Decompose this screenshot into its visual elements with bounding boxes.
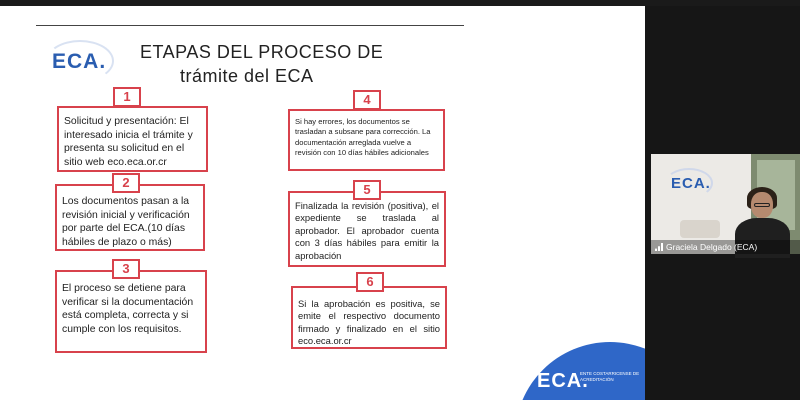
eca-logo: ECA. bbox=[52, 50, 107, 73]
step-box-5 bbox=[288, 191, 446, 267]
step-number-4: 4 bbox=[353, 90, 381, 110]
step-number-2: 2 bbox=[112, 173, 140, 193]
step-box-6 bbox=[291, 286, 447, 349]
participant-name: Graciela Delgado (ECA) bbox=[666, 242, 758, 252]
slide-title-line1: ETAPAS DEL PROCESO DE bbox=[140, 42, 384, 62]
step-number-5: 5 bbox=[353, 180, 381, 200]
step-number-6: 6 bbox=[356, 272, 384, 292]
step-box-1 bbox=[57, 106, 208, 172]
step-box-4 bbox=[288, 109, 445, 171]
shared-slide bbox=[0, 6, 645, 400]
signal-bars-icon bbox=[655, 243, 663, 251]
slide-title-line2: trámite del ECA bbox=[180, 66, 314, 86]
step-text-5: Finalizada la revisión (positiva), el expediente se traslada al aprobador. El aprobador cuenta con 3 días hábiles para emitir la aprobación bbox=[295, 200, 439, 261]
step-text-3: El proceso se detiene para verificar si la documentación está completa, correcta y si cumple con los requisitos. bbox=[62, 283, 194, 336]
video-wall-logo: ECA. bbox=[671, 175, 711, 192]
header-rule bbox=[36, 25, 464, 26]
step-number-3: 3 bbox=[112, 259, 140, 279]
step-text-6: Si la aprobación es positiva, se emite el respectivo documento firmado y finalizado en el sitio eco.eca.or.cr bbox=[298, 298, 440, 347]
participant-name-label bbox=[651, 240, 800, 254]
video-sofa bbox=[680, 220, 720, 238]
step-box-2 bbox=[55, 184, 205, 251]
footer-tagline: ENTE COSTARRICENSE DE ACREDITACIÓN bbox=[580, 371, 640, 382]
step-text-4: Si hay errores, los documentos se trasladan a subsane para corrección. La documentación arreglada vuelve a revisión con 10 días hábiles adicionales bbox=[295, 117, 431, 157]
step-number-1: 1 bbox=[113, 87, 141, 107]
footer-logo: ECA. bbox=[537, 370, 589, 392]
step-box-3 bbox=[55, 270, 207, 353]
step-text-1: Solicitud y presentación: El interesado inicia el trámite y presenta su solicitud en el sitio web eco.eca.or.cr bbox=[64, 116, 193, 169]
participant-glasses bbox=[754, 203, 770, 207]
step-text-2: Los documentos pasan a la revisión inicial y verificación por parte del ECA.(10 días hábiles de plazo o más) bbox=[62, 196, 190, 249]
